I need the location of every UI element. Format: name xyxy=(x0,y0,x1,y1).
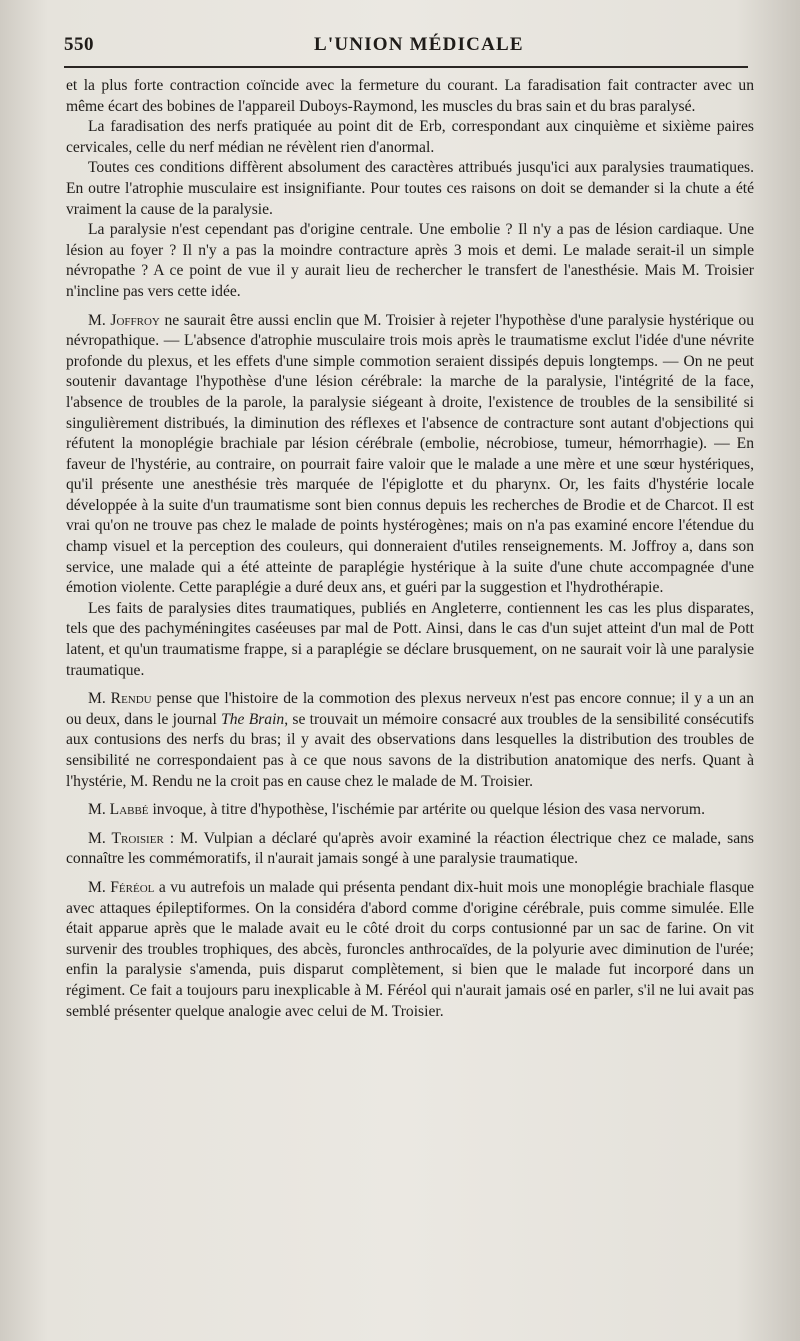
speaker-name: M. Féréol xyxy=(88,878,155,896)
header-rule xyxy=(64,66,748,68)
speaker-name: M. Joffroy xyxy=(88,311,160,329)
paragraph-text: ne saurait être aussi enclin que M. Troisier à rejeter l'hypothèse d'une paralysie hystérique ou névropathique. — L'absence d'atrophie musculaire trois mois après le traumatisme exclut l'idée d'une névrite profonde du plexus, et les effets d'une simple commotion seraient dissipés depuis longtemps. — On ne peut soutenir davantage l'hypothèse d'une lésion cérébrale: la marche de la paralysie, l'intégrité de la face, l'absence de troubles de la parole, la paralysie siégeant à droite, l'existence de troubles de la sensibilité si singulièrement distribués, la diminution des réflexes et l'absence de contracture sont autant d'objections qui réfutent la monoplégie brachiale par lésion cérébrale (embolie, nécrobiose, tumeur, hémorrhagie). — En faveur de l'hystérie, au contraire, on pourrait faire valoir que le malade a une mère et une sœur hystériques, qu'il présente une anesthésie très marquée de l'épiglotte et du pharynx. Or, les faits d'hystérie locale développée à la suite d'un traumatisme sont bien connus depuis les recherches de Brodie et de Charcot. Il est vrai qu'on ne trouve pas chez le malade de points hystérogènes; mais on n'a pas examiné encore l'étendue du champ visuel et la perception des couleurs, qui donneraient d'utiles renseignements. M. Joffroy a, dans son service, une malade qui a été atteinte de paraplégie hystérique à la suite d'une chute accompagnée d'une émotion violente. Cette paraplégie a duré deux ans, et guéri par la suggestion et l'hydrothérapie. xyxy=(66,311,754,597)
speaker-name: M. Troisier xyxy=(88,829,164,847)
paragraph xyxy=(66,829,754,870)
paragraph: Les faits de paralysies dites traumatiques, publiés en Angleterre, contiennent les cas les plus disparates, tels que des pachyméningites caséeuses par mal de Pott. Ainsi, dans le cas d'un sujet atteint d'un mal de Pott latent, et qu'un traumatisme frappe, si a paraplégie se déclare brusquement, on ne saurait voir là une paralysie traumatique. xyxy=(66,599,754,679)
speaker-name: M. Rendu xyxy=(88,690,152,708)
paragraph xyxy=(66,689,754,792)
paragraph-text: pense que l'histoire de la commotion des plexus nerveux n'est pas encore connue; il y a un an ou deux, dans le journal xyxy=(66,690,754,728)
paragraph-text: : M. Vulpian a déclaré qu'après avoir examiné la réaction électrique chez ce malade, sans connaître les commémoratifs, il n'aurait jamais songé à une paralysie traumatique. xyxy=(66,829,754,868)
paragraph: La paralysie n'est cependant pas d'origine centrale. Une embolie ? Il n'y a pas de lésion cardiaque. Une lésion au foyer ? Il n'y a pas la moindre contracture après 3 mois et demi. Le malade serait-il un simple névropathe ? A ce point de vue il y aurait lieu de rechercher le transfert de l'anesthésie. Mais M. Troisier n'incline pas vers cette idée. xyxy=(66,221,754,300)
paragraph: et la plus forte contraction coïncide avec la fermeture du courant. La faradisation fait contracter avec un même écart des bobines de l'appareil Duboys-Raymond, les muscles du bras sain et du bras paralysé. xyxy=(66,77,754,115)
paragraph xyxy=(66,878,754,1022)
paragraph-text: , se trouvait un mémoire consacré aux troubles de la sensibilité consécutifs aux contusions des nerfs du bras; il y avait des observations dans lesquelles la distribution des troubles de sensibilité ne correspondaient pas à ce que nous savons de la distribution anatomique des nerfs. Quant à l'hystérie, M. Rendu ne la croit pas en cause chez le malade de M. Troisier. xyxy=(66,710,755,790)
page-header xyxy=(64,34,764,56)
paragraph-text: a vu autrefois un malade qui présenta pendant dix-huit mois une monoplégie brachiale flasque avec attaques épileptiformes. On la considéra d'abord comme d'origine cérébrale, puis comme simulée. Elle était apparue après que le malade avait eu le côté droit du corps contusionné par un sac de farine. On vit survenir des troubles trophiques, des abcès, furoncles anthrocaïdes, de la polyurie avec diminution de l'urée; enfin la paralysie s'amenda, puis disparut complètement, si bien que le malade fut incorporé dans un régiment. Ce fait a toujours paru inexplicable à M. Féréol qui n'aurait jamais osé en parler, s'il ne lui avait pas semblé présenter quelque analogie avec celui de M. Troisier. xyxy=(66,878,754,1020)
running-title: L'UNION MÉDICALE xyxy=(314,34,524,55)
speaker-name: M. Labbé xyxy=(88,801,149,819)
journal-title: The Brain xyxy=(221,710,285,728)
paragraph: Toutes ces conditions diffèrent absolument des caractères attribués jusqu'ici aux paralysies traumatiques. En outre l'atrophie musculaire est insignifiante. Pour toutes ces raisons on doit se demander si la chute a été vraiment la cause de la paralysie. xyxy=(66,159,754,218)
paragraph-text: invoque, à titre d'hypothèse, l'ischémie par artérite ou quelque lésion des vasa nervorum. xyxy=(152,801,705,819)
page-body xyxy=(66,76,754,1022)
page-number: 550 xyxy=(64,34,94,55)
paragraph xyxy=(66,311,754,599)
paragraph xyxy=(66,800,754,821)
paragraph: La faradisation des nerfs pratiquée au point dit de Erb, correspondant aux cinquième et sixième paires cervicales, celle du nerf médian ne révèlent rien d'anormal. xyxy=(66,118,754,156)
